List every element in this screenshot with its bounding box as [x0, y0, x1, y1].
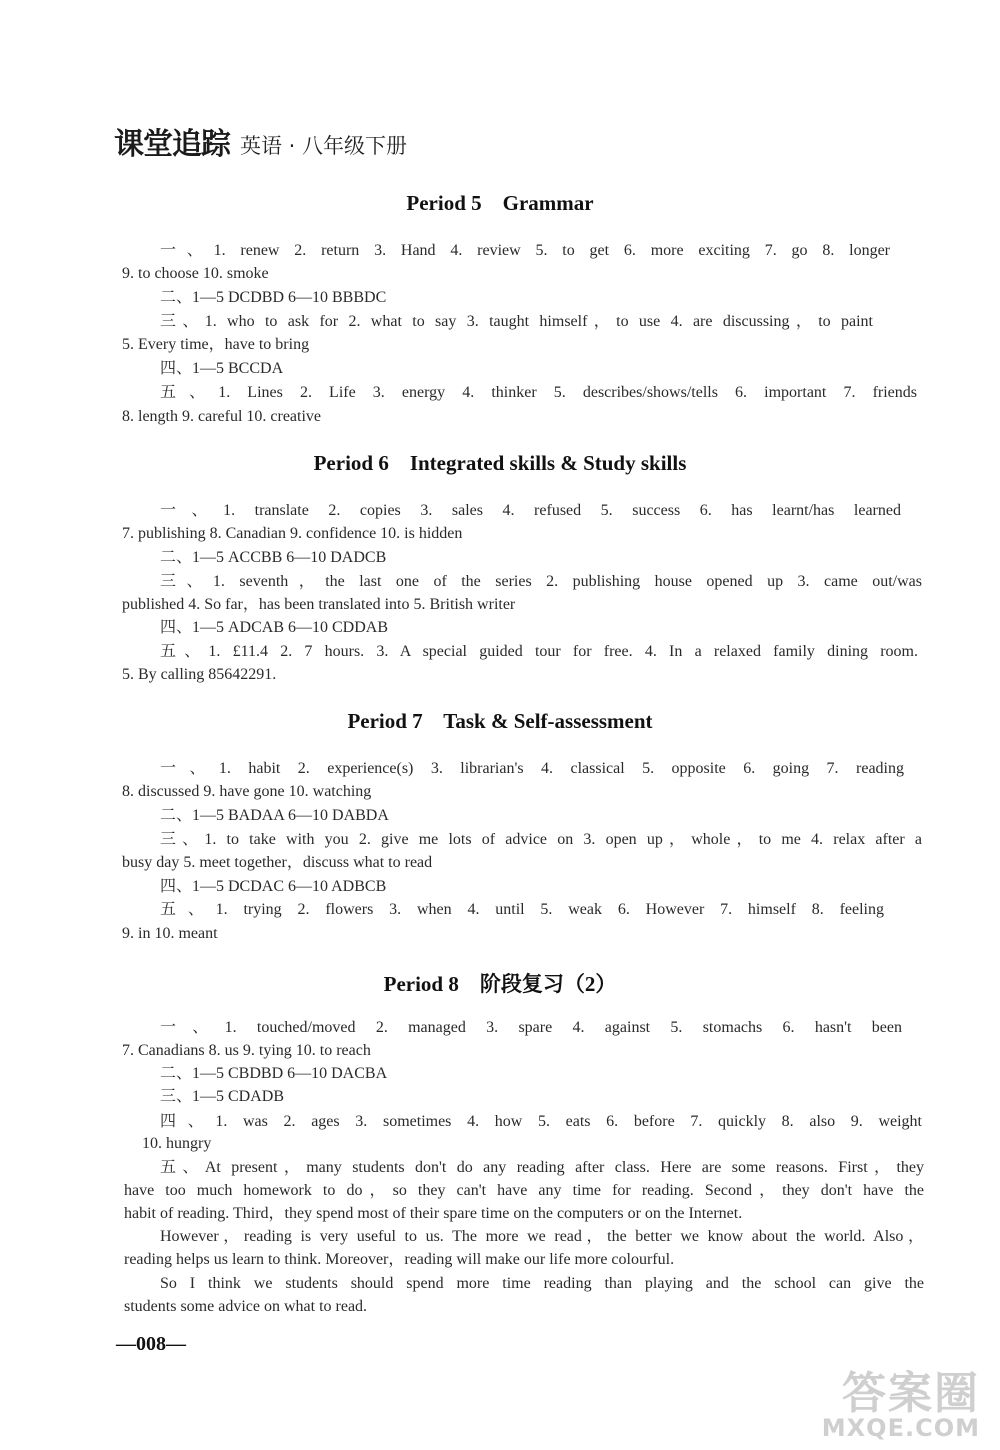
answer-line: 5. By calling 85642291. — [122, 666, 277, 683]
answer-line: 四、1—5 DCDAC 6—10 ADBCB — [160, 878, 387, 895]
answer-line: 9. in 10. meant — [122, 925, 218, 942]
answer-line: 5. Every time，have to bring — [122, 336, 310, 353]
answer-line: reading helps us learn to think. Moreover，reading will make our life more colourful. — [124, 1251, 675, 1268]
answer-line: students some advice on what to read. — [124, 1298, 368, 1315]
section-title: Period 8 阶段复习（2） — [383, 972, 617, 996]
answer-line: 三、1. to take with you 2. give me lots of advice on 3. open up，whole，to me 4. relax after a — [160, 831, 922, 848]
book-header — [114, 116, 407, 160]
answer-line: 二、1—5 ACCBB 6—10 DADCB — [160, 549, 387, 566]
answer-line: 二、1—5 DCDBD 6—10 BBBDC — [160, 289, 387, 306]
answer-line: published 4. So far，has been translated into 5. British writer — [122, 596, 516, 613]
answer-line: 9. to choose 10. smoke — [122, 265, 269, 282]
section-title: Period 6 Integrated skills & Study skills — [313, 451, 687, 475]
answer-line: 10. hungry — [142, 1135, 212, 1152]
answer-line: habit of reading. Third，they spend most of their spare time on the computers or on the Internet. — [124, 1205, 743, 1222]
answer-line: 五、At present，many students don't do any reading after class. Here are some reasons. First，they — [160, 1159, 924, 1176]
answer-line: 8. discussed 9. have gone 10. watching — [122, 783, 372, 800]
answer-line: 五、1. Lines 2. Life 3. energy 4. thinker 5. describes/shows/tells 6. important 7. friends — [160, 384, 917, 401]
answer-line: 四、1—5 BCCDA — [160, 360, 284, 377]
watermark — [821, 1368, 980, 1442]
section-title: Period 7 Task & Self-assessment — [347, 709, 653, 733]
section-title: Period 5 Grammar — [406, 191, 594, 215]
answer-line: 一、1. translate 2. copies 3. sales 4. refused 5. success 6. has learnt/has learned — [160, 502, 901, 519]
page-number: —008— — [116, 1333, 186, 1355]
answer-line: 五、1. £11.4 2. 7 hours. 3. A special guided tour for free. 4. In a relaxed family dining room. — [160, 643, 918, 660]
watermark-url: MXQE.COM — [821, 1414, 980, 1442]
answer-line: 8. length 9. careful 10. creative — [122, 408, 322, 425]
answer-line: 一、1. renew 2. return 3. Hand 4. review 5. to get 6. more exciting 7. go 8. longer — [160, 242, 890, 259]
series-logo: 课堂追踪 — [114, 127, 230, 162]
answer-line: 一、1. touched/moved 2. managed 3. spare 4. against 5. stomachs 6. hasn't been — [160, 1019, 902, 1036]
book-subtitle: 英语 · 八年级下册 — [240, 134, 408, 158]
watermark-logo: 答案圈 — [842, 1368, 980, 1419]
answer-line: 三、1—5 CDADB — [160, 1088, 285, 1105]
answer-line: have too much homework to do，so they can't have any time for reading. Second，they don't have the — [124, 1182, 924, 1199]
answer-line: 二、1—5 CBDBD 6—10 DACBA — [160, 1065, 388, 1082]
answer-line: So I think we students should spend more time reading than playing and the school can give the — [160, 1275, 924, 1292]
answer-line: 一、1. habit 2. experience(s) 3. librarian's 4. classical 5. opposite 6. going 7. reading — [160, 760, 904, 777]
answer-line: 三、1. who to ask for 2. what to say 3. taught himself，to use 4. are discussing，to paint — [160, 313, 873, 330]
answer-line: busy day 5. meet together，discuss what to read — [122, 854, 433, 871]
answer-line: 三、1. seventh，the last one of the series 2. publishing house opened up 3. came out/was — [160, 573, 922, 590]
answer-line: 四、1. was 2. ages 3. sometimes 4. how 5. eats 6. before 7. quickly 8. also 9. weight — [160, 1113, 922, 1130]
answer-line: 五、1. trying 2. flowers 3. when 4. until 5. weak 6. However 7. himself 8. feeling — [160, 901, 884, 918]
answer-line: However，reading is very useful to us. The more we read，the better we know about the world. Also， — [160, 1228, 924, 1245]
answer-line: 四、1—5 ADCAB 6—10 CDDAB — [160, 619, 389, 636]
answer-line: 7. publishing 8. Canadian 9. confidence 10. is hidden — [122, 525, 463, 542]
answer-line: 二、1—5 BADAA 6—10 DABDA — [160, 807, 389, 824]
answer-line: 7. Canadians 8. us 9. tying 10. to reach — [122, 1042, 371, 1059]
